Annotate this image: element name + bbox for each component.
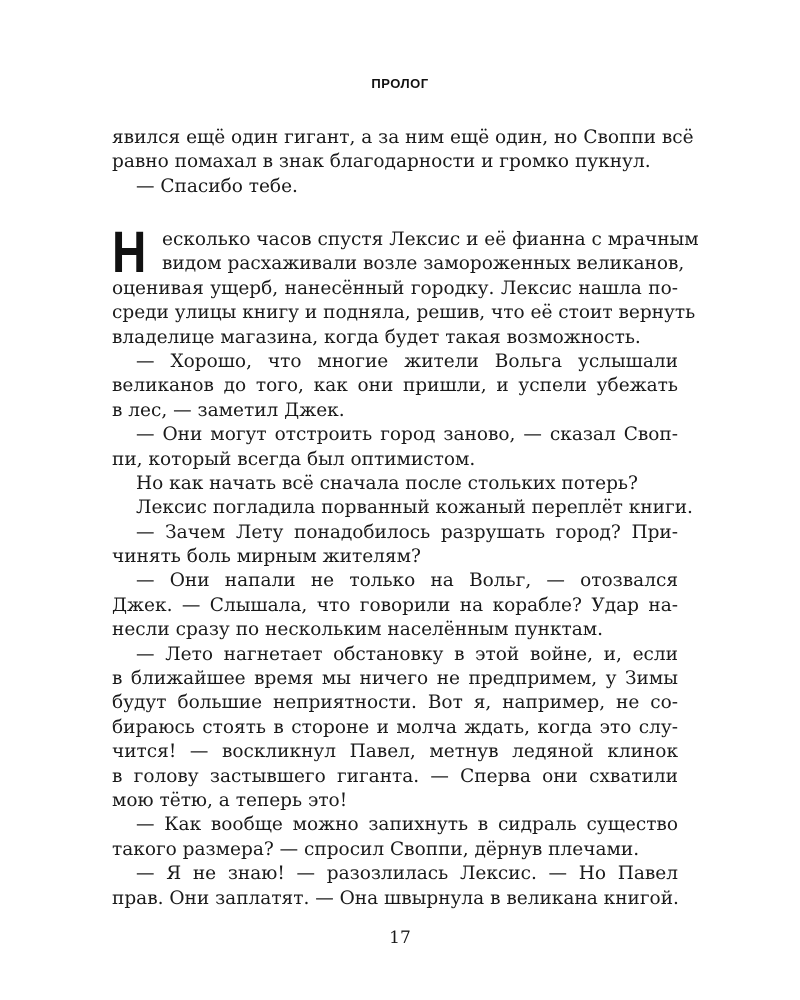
- text-line: Но как начать всё сначала после стольких потерь?: [136, 472, 638, 494]
- text-line: видом расхаживали возле замороженных великанов,: [162, 253, 685, 275]
- text-line: в ближайшее время мы ничего не предпримем, у Зимы: [112, 668, 678, 690]
- text-line: великанов до того, как они пришли, и успели убежать: [112, 375, 678, 397]
- text-line: в голову застывшего гиганта. — Сперва они схватили: [112, 765, 678, 787]
- text-line: — Зачем Лету понадобилось разрушать город? При-: [136, 521, 678, 543]
- text-line: в лес, — заметил Джек.: [112, 399, 345, 421]
- text-line: — Лето нагнетает обстановку в этой войне, и, если: [136, 643, 678, 665]
- text-line: владелице магазина, когда будет такая возможность.: [112, 326, 641, 348]
- text-line: пи, который всегда был оптимистом.: [112, 448, 476, 470]
- text-line: Джек. — Слышала, что говорили на корабле? Удар на-: [112, 594, 678, 616]
- text-line: — Я не знаю! — разозлилась Лексис. — Но Павел: [136, 863, 678, 885]
- text-line: чинять боль мирным жителям?: [112, 546, 421, 568]
- text-line: — Хорошо, что многие жители Вольга услышали: [136, 350, 678, 372]
- text-line: прав. Они заплатят. — Она швырнула в великана книгой.: [112, 887, 679, 909]
- text-line: бираюсь стоять в стороне и молча ждать, когда это слу-: [112, 716, 678, 738]
- text-line: — Как вообще можно запихнуть в сидраль существо: [136, 814, 678, 836]
- text-line: равно помахал в знак благодарности и громко пукнул.: [112, 151, 651, 173]
- text-line: — Они могут отстроить город заново, — сказал Своп-: [136, 424, 678, 446]
- section-body: [112, 220, 699, 911]
- text-line: мою тётю, а теперь это!: [112, 789, 348, 811]
- text-line: — Они напали не только на Вольг, — отозвался: [136, 570, 678, 592]
- drop-cap: Н: [112, 220, 147, 285]
- text-line: оценивая ущерб, нанесённый городку. Лексис нашла по-: [112, 277, 678, 299]
- text-line: несли сразу по нескольким населённым пунктам.: [112, 619, 604, 641]
- text-line: чится! — воскликнул Павел, метнув ледяной клинок: [112, 741, 678, 763]
- text-line: такого размера? — спросил Своппи, дёрнув плечами.: [112, 838, 640, 860]
- text-line: Лексис погладила порванный кожаный переплёт книги.: [136, 497, 693, 519]
- text-line: есколько часов спустя Лексис и её фианна с мрачным: [162, 229, 699, 250]
- text-line: — Спасибо тебе.: [136, 175, 298, 197]
- top-paragraph: [112, 126, 694, 199]
- text-line: среди улицы книгу и подняла, решив, что её стоит вернуть: [112, 302, 696, 324]
- text-line: будут большие неприятности. Вот я, например, не со-: [112, 692, 678, 714]
- running-head: ПРОЛОГ: [371, 76, 429, 91]
- text-line: явился ещё один гигант, а за ним ещё один, но Своппи всё: [112, 127, 694, 148]
- page-number: 17: [389, 928, 411, 948]
